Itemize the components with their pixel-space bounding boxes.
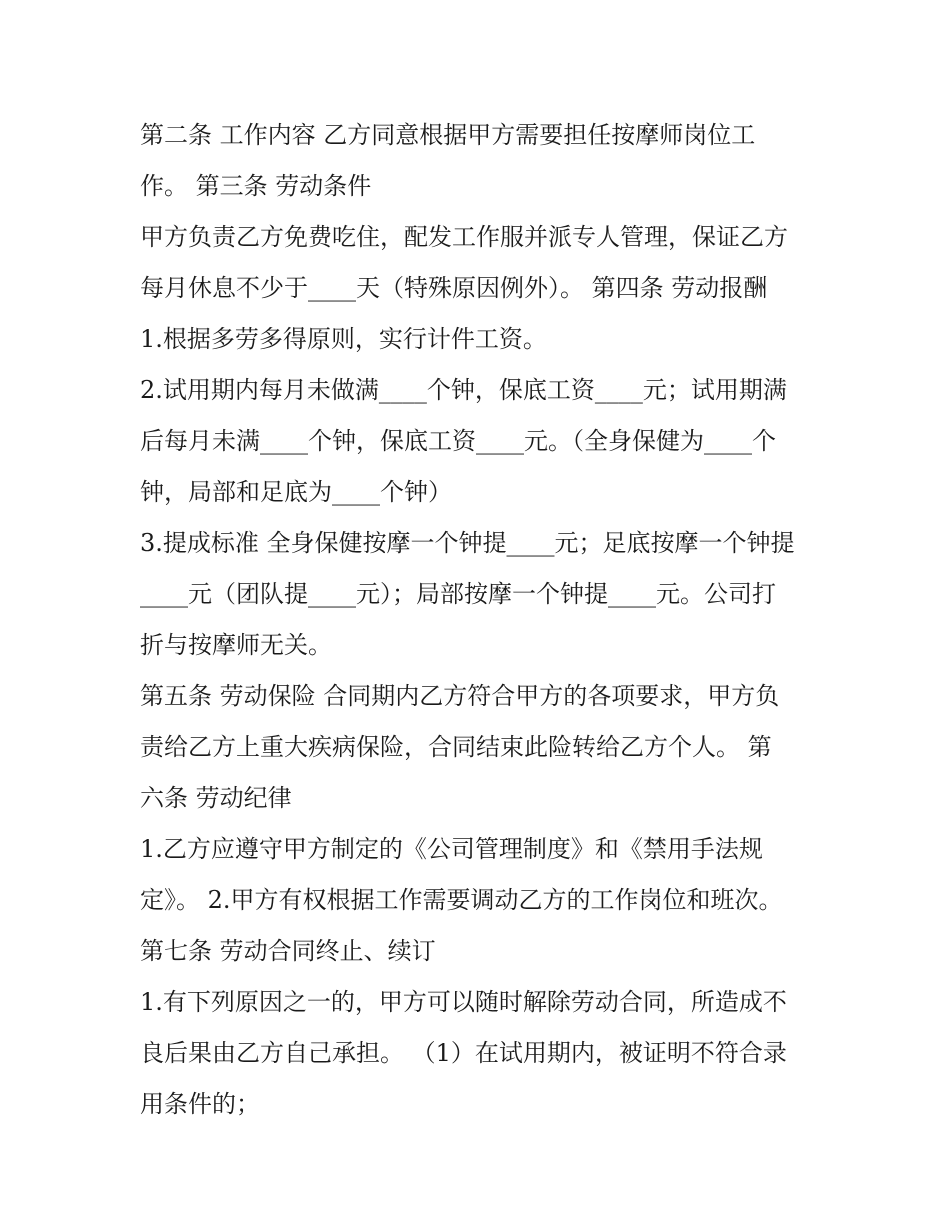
text-line: 后每月未满____个钟，保底工资____元。（全身保健为____个 [140,427,776,455]
text-line: 1.乙方应遵守甲方制定的《公司管理制度》和《禁用手法规 [140,835,763,863]
text-line: 钟，局部和足底为____个钟） [140,478,452,506]
text-line: 第二条 工作内容 乙方同意根据甲方需要担任按摩师岗位工 [140,121,756,149]
text-line: 每月休息不少于____天（特殊原因例外）。 第四条 劳动报酬 [140,274,768,302]
text-line: ____元（团队提____元）；局部按摩一个钟提____元。公司打 [140,580,776,608]
text-line: 良后果由乙方自己承担。 （1）在试用期内，被证明不符合录 [140,1039,787,1067]
text-line: 3.提成标准 全身保健按摩一个钟提____元；足底按摩一个钟提 [140,529,795,557]
text-line: 定》。 2.甲方有权根据工作需要调动乙方的工作岗位和班次。 [140,886,783,914]
text-line: 作。 第三条 劳动条件 [140,172,372,200]
text-line: 第五条 劳动保险 合同期内乙方符合甲方的各项要求，甲方负 [140,682,780,710]
text-line: 2.试用期内每月未做满____个钟，保底工资____元；试用期满 [140,376,787,404]
document-body [140,110,820,1130]
text-line: 责给乙方上重大疾病保险，合同结束此险转给乙方个人。 第 [140,733,772,761]
text-line: 1.根据多劳多得原则，实行计件工资。 [140,325,547,353]
text-line: 六条 劳动纪律 [140,784,292,812]
text-line: 1.有下列原因之一的，甲方可以随时解除劳动合同，所造成不 [140,988,787,1016]
text-line: 折与按摩师无关。 [140,631,332,659]
text-line: 用条件的； [140,1090,260,1118]
text-line: 第七条 劳动合同终止、续订 [140,937,436,965]
text-line: 甲方负责乙方免费吃住，配发工作服并派专人管理，保证乙方 [140,223,788,251]
